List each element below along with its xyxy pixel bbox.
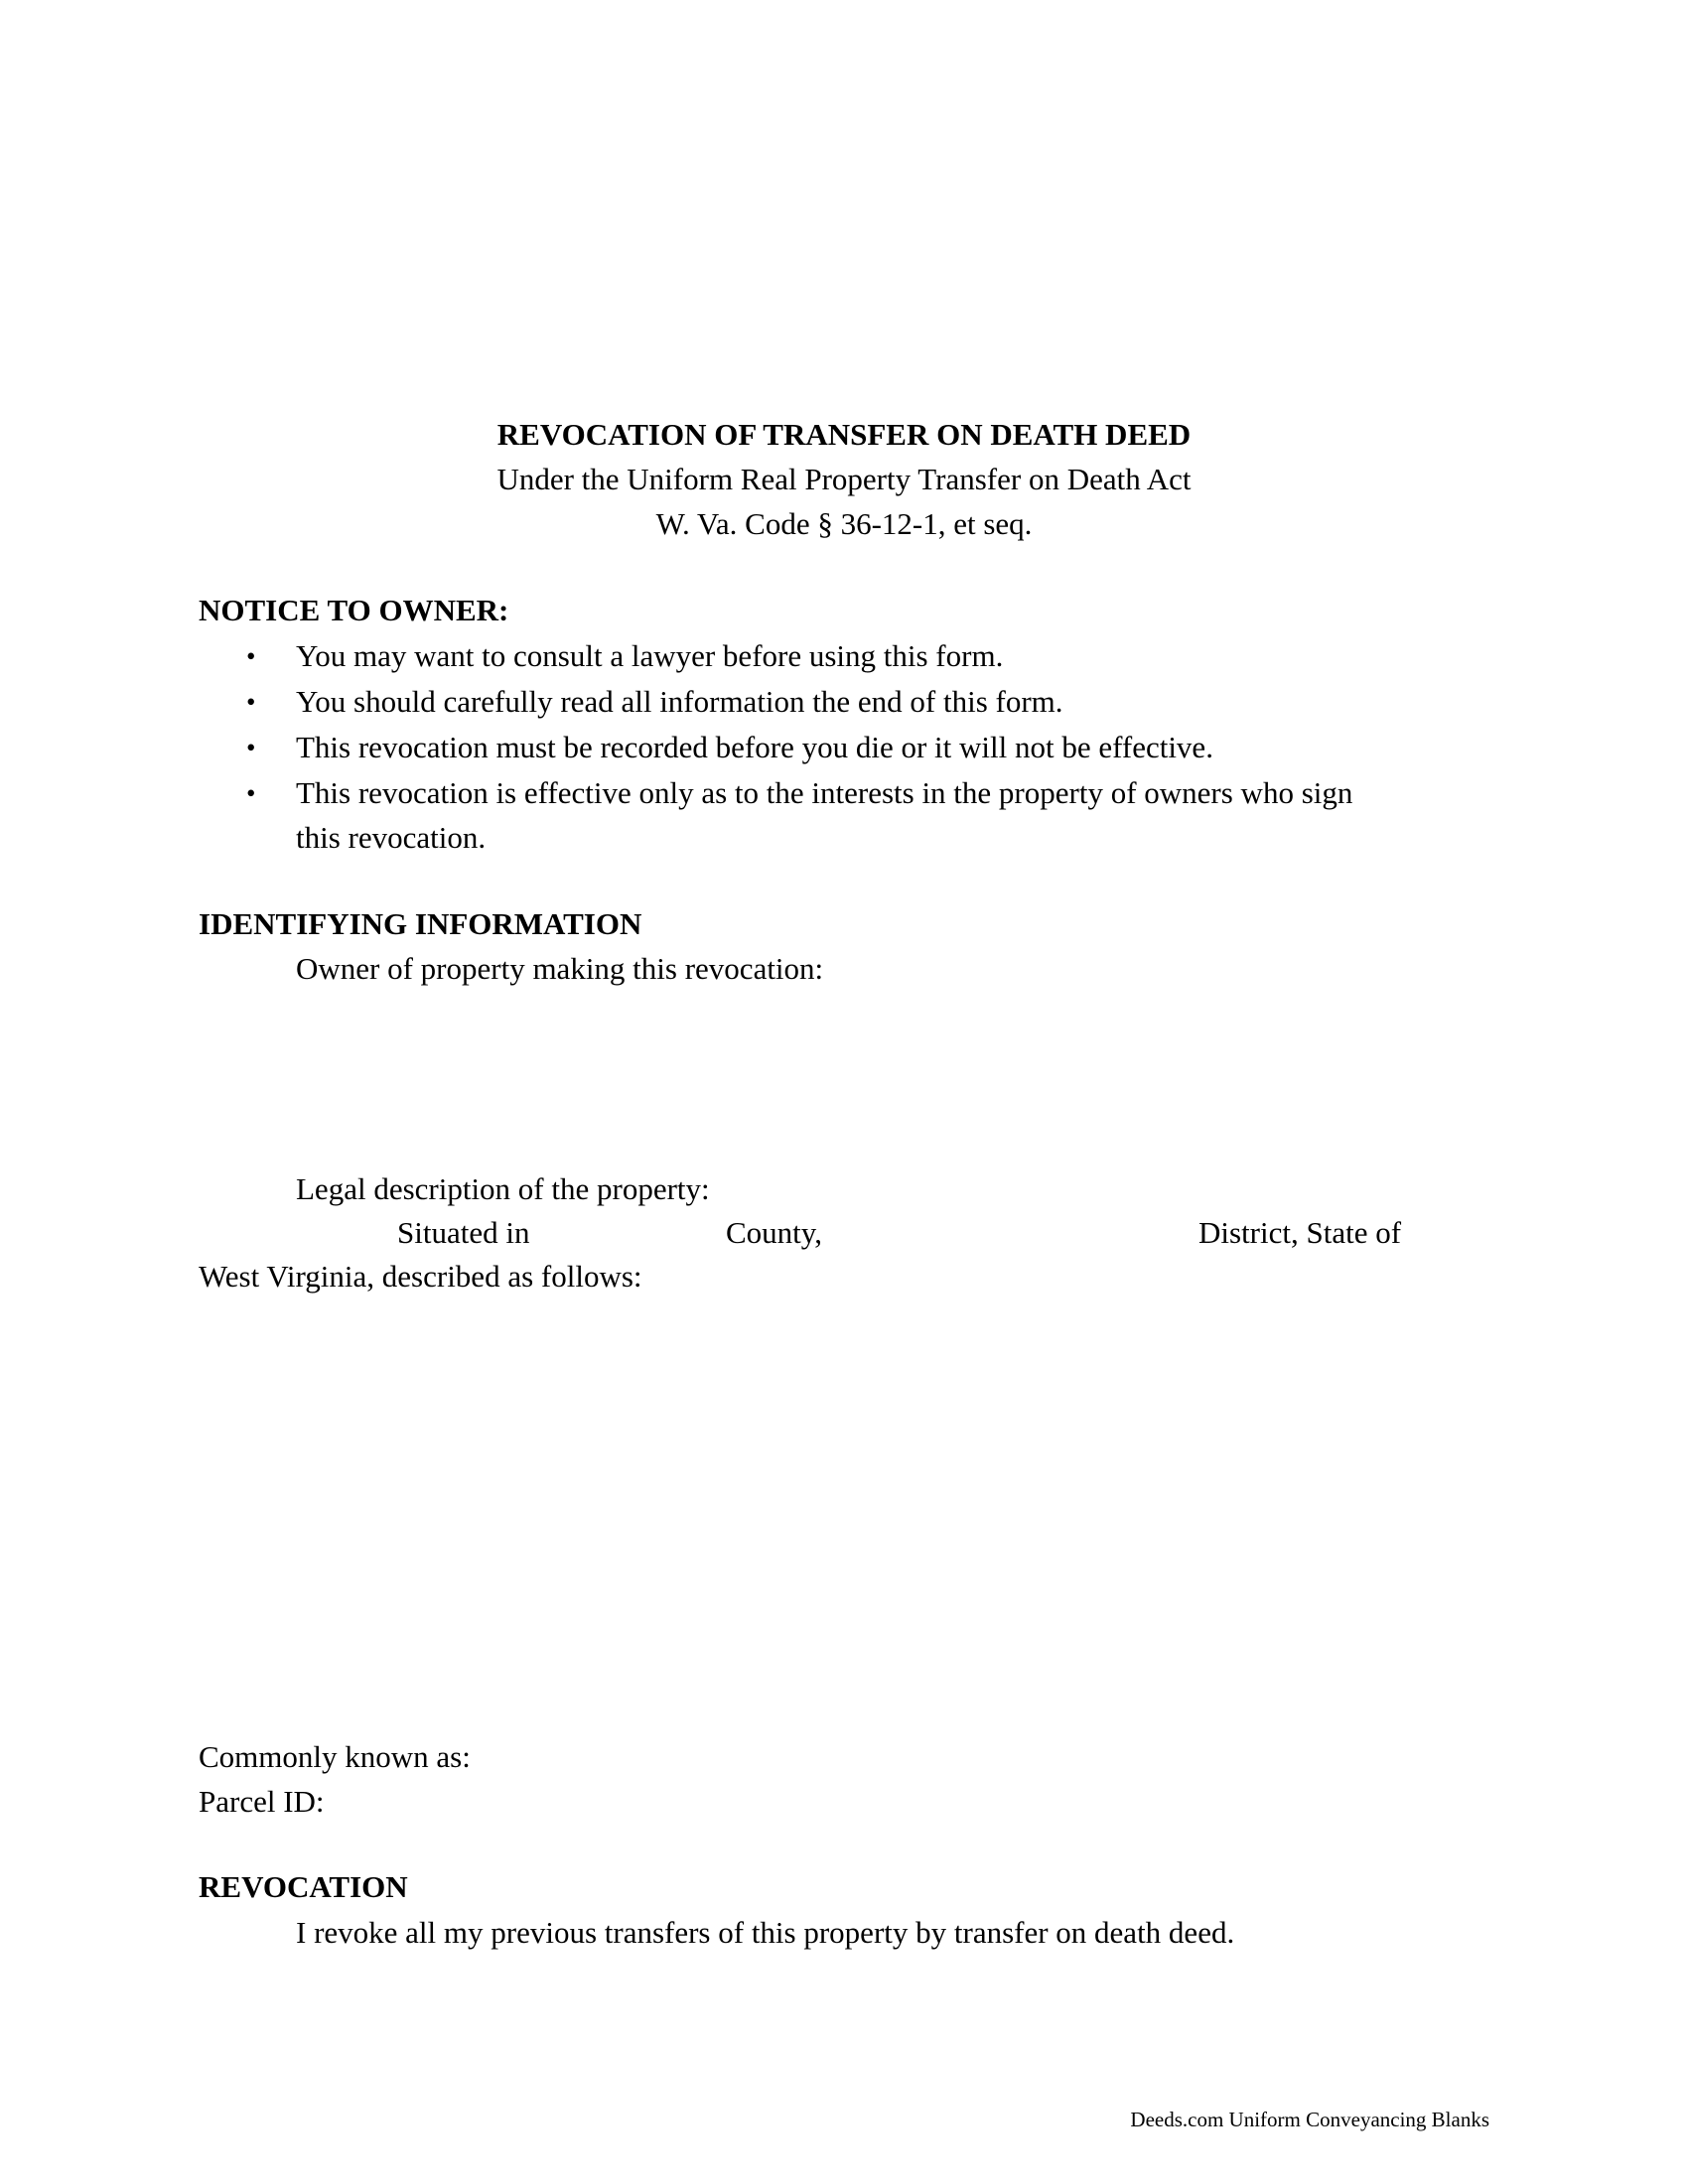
commonly-known-label: Commonly known as:	[199, 1739, 471, 1774]
footer-credit: Deeds.com Uniform Conveyancing Blanks	[1130, 2108, 1489, 2131]
identifying-heading: IDENTIFYING INFORMATION	[199, 906, 642, 941]
parcel-id-label: Parcel ID:	[199, 1784, 325, 1819]
owner-label: Owner of property making this revocation:	[296, 951, 824, 986]
notice-item: You may want to consult a lawyer before using this form.	[296, 638, 1004, 673]
notice-item: You should carefully read all information the end of this form.	[296, 684, 1063, 719]
district-state-label: District, State of	[1198, 1215, 1402, 1250]
bullet-icon: •	[246, 641, 256, 671]
notice-item: This revocation must be recorded before you die or it will not be effective.	[296, 730, 1213, 764]
legal-description-label: Legal description of the property:	[296, 1171, 710, 1206]
revocation-heading: REVOCATION	[199, 1869, 408, 1904]
notice-item-continuation: this revocation.	[296, 820, 487, 855]
statute-citation: W. Va. Code § 36-12-1, et seq.	[655, 506, 1033, 541]
situated-in-label: Situated in	[397, 1215, 530, 1250]
bullet-icon: •	[246, 778, 256, 808]
county-label: County,	[726, 1215, 823, 1250]
document-subtitle: Under the Uniform Real Property Transfer on Death Act	[496, 462, 1192, 496]
described-as-follows: West Virginia, described as follows:	[199, 1259, 642, 1294]
bullet-icon: •	[246, 687, 256, 717]
document-title: REVOCATION OF TRANSFER ON DEATH DEED	[496, 417, 1192, 452]
revocation-statement: I revoke all my previous transfers of this property by transfer on death deed.	[296, 1915, 1235, 1950]
bullet-icon: •	[246, 733, 256, 762]
notice-heading: NOTICE TO OWNER:	[199, 593, 509, 627]
notice-item: This revocation is effective only as to the interests in the property of owners who sign	[296, 775, 1353, 810]
